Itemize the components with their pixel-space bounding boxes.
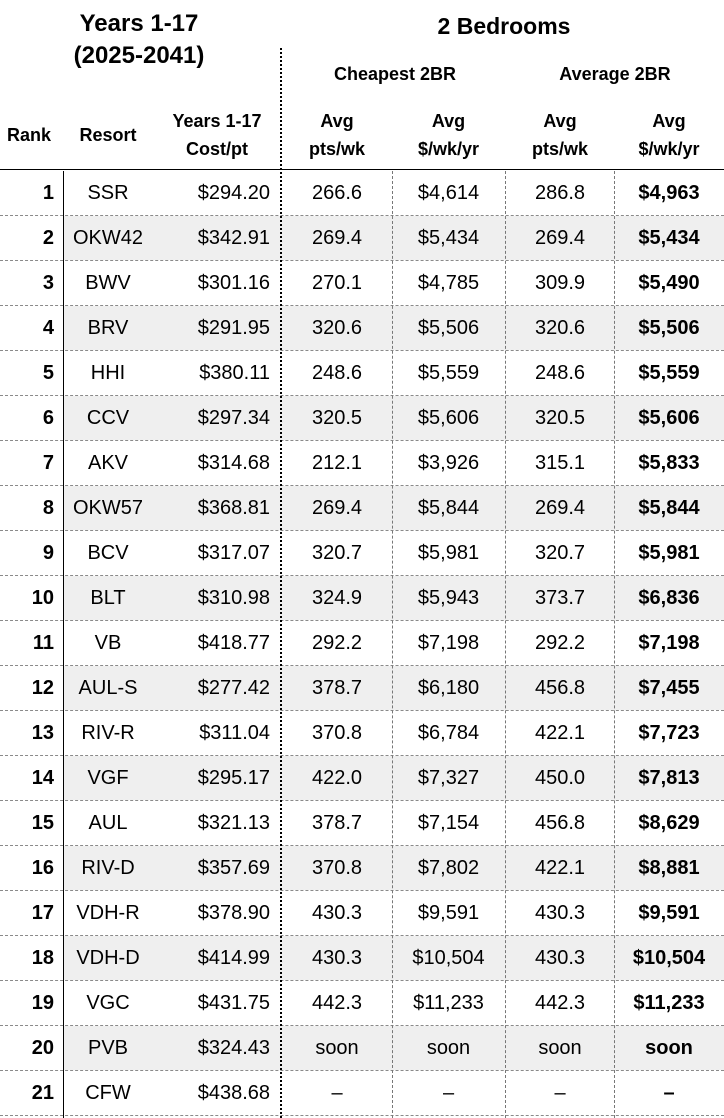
average-avg-dollars-cell: – <box>663 1082 675 1104</box>
column-header-cost <box>152 106 282 164</box>
cheapest-avg-pts-cell: 266.6 <box>311 182 363 204</box>
cheapest-avg-pts-cell: 269.4 <box>311 227 363 249</box>
average-avg-pts-cell: 430.3 <box>534 902 586 924</box>
cheapest-avg-dollars-cell: $7,198 <box>417 632 480 654</box>
cost-per-point-cell: $342.91 <box>197 227 270 249</box>
average-avg-dollars-cell: $5,559 <box>638 362 700 384</box>
table-row <box>0 981 724 1026</box>
cheapest-avg-pts-cell: 370.8 <box>311 857 363 879</box>
cheapest-avg-pts-cell: 430.3 <box>311 947 363 969</box>
rank-cell: 20 <box>31 1037 54 1059</box>
years-title-line2: (2025-2041) <box>73 42 205 69</box>
cost-per-point-cell: $310.98 <box>197 587 270 609</box>
resort-cell: BWV <box>85 272 131 294</box>
cheapest-avg-pts-cell: 320.5 <box>311 407 363 429</box>
cheap-pts-header-line1: Avg <box>320 111 354 131</box>
cheapest-avg-dollars-cell: $9,591 <box>417 902 480 924</box>
cheapest-avg-pts-cell: 292.2 <box>311 632 363 654</box>
years-title-line1: Years 1-17 <box>79 10 199 37</box>
cheapest-avg-dollars-cell: $7,802 <box>417 857 480 879</box>
rank-cell: 5 <box>42 362 54 384</box>
cost-per-point-cell: $321.13 <box>197 812 270 834</box>
table-row <box>0 576 724 621</box>
cheapest-avg-dollars-cell: $5,506 <box>417 317 480 339</box>
cheapest-avg-dollars-cell: $10,504 <box>412 947 485 969</box>
cheapest-avg-pts-cell: 422.0 <box>311 767 363 789</box>
rank-cell: 16 <box>31 857 54 879</box>
average-2br-title: Average 2BR <box>559 64 671 84</box>
table-row <box>0 846 724 891</box>
cost-per-point-cell: $297.34 <box>197 407 270 429</box>
average-avg-dollars-cell: $7,813 <box>638 767 700 789</box>
resort-cell: VDH-D <box>76 947 140 969</box>
cost-per-point-cell: $295.17 <box>197 767 270 789</box>
column-header-cheap-dollars <box>392 106 505 164</box>
avg-column-divider <box>614 171 615 1118</box>
years-range-title <box>0 8 278 72</box>
cost-per-point-cell: $291.95 <box>197 317 270 339</box>
cheapest-avg-dollars-cell: – <box>442 1082 455 1104</box>
average-avg-dollars-cell: $5,434 <box>638 227 700 249</box>
cheapest-avg-dollars-cell: $5,434 <box>417 227 480 249</box>
resort-cell: SSR <box>87 182 129 204</box>
table-row <box>0 531 724 576</box>
average-avg-dollars-cell: $4,963 <box>638 182 700 204</box>
cheap-column-divider <box>392 171 393 1118</box>
table-row <box>0 621 724 666</box>
rank-column-divider <box>63 171 64 1118</box>
cost-per-point-cell: $314.68 <box>197 452 270 474</box>
resort-cell: OKW42 <box>72 227 144 249</box>
resort-cell: RIV-R <box>81 722 135 744</box>
cost-per-point-cell: $378.90 <box>197 902 270 924</box>
resort-cell: BRV <box>87 317 129 339</box>
resort-table-body <box>0 171 724 1116</box>
resort-cell: HHI <box>90 362 126 384</box>
rank-cell: 19 <box>31 992 54 1014</box>
rank-cell: 2 <box>42 227 54 249</box>
table-row <box>0 936 724 981</box>
rank-cell: 9 <box>42 542 54 564</box>
cheapest-avg-dollars-cell: $5,559 <box>417 362 480 384</box>
table-row <box>0 261 724 306</box>
table-row <box>0 396 724 441</box>
average-avg-pts-cell: 456.8 <box>534 812 586 834</box>
cheapest-avg-dollars-cell: $6,784 <box>417 722 480 744</box>
rank-cell: 6 <box>42 407 54 429</box>
cheapest-avg-pts-cell: 442.3 <box>311 992 363 1014</box>
table-row <box>0 711 724 756</box>
average-avg-dollars-cell: $5,981 <box>638 542 700 564</box>
cheapest-avg-pts-cell: 269.4 <box>311 497 363 519</box>
cheapest-avg-dollars-cell: $5,981 <box>417 542 480 564</box>
rank-cell: 1 <box>42 182 54 204</box>
cost-per-point-cell: $311.04 <box>199 722 270 744</box>
cheapest-avg-pts-cell: 324.9 <box>311 587 363 609</box>
average-avg-dollars-cell: $7,723 <box>638 722 700 744</box>
cheapest-avg-pts-cell: 320.7 <box>311 542 363 564</box>
cheapest-avg-pts-cell: 212.1 <box>311 452 363 474</box>
cheap-pts-header-line2: pts/wk <box>308 139 365 159</box>
cheapest-avg-dollars-cell: $11,233 <box>413 992 484 1014</box>
cost-header-line1: Years 1-17 <box>172 111 262 131</box>
rank-cell: 21 <box>31 1082 54 1104</box>
rank-cell: 3 <box>42 272 54 294</box>
avg-pts-header-line2: pts/wk <box>531 139 588 159</box>
cost-per-point-cell: $431.75 <box>197 992 270 1014</box>
table-row <box>0 351 724 396</box>
average-avg-dollars-cell: $5,606 <box>638 407 700 429</box>
resort-cell: AKV <box>87 452 129 474</box>
average-avg-pts-cell: 320.7 <box>534 542 586 564</box>
average-avg-pts-cell: 373.7 <box>534 587 586 609</box>
average-avg-dollars-cell: $6,836 <box>638 587 700 609</box>
cost-per-point-cell: $414.99 <box>197 947 270 969</box>
resort-cell: BCV <box>87 542 129 564</box>
cheapest-avg-dollars-cell: $7,154 <box>417 812 480 834</box>
group-column-divider <box>505 171 506 1118</box>
cheapest-avg-dollars-cell: soon <box>426 1037 471 1059</box>
cheapest-avg-dollars-cell: $5,606 <box>417 407 480 429</box>
cheapest-avg-pts-cell: 248.6 <box>311 362 363 384</box>
rank-header-label: Rank <box>6 125 51 145</box>
cheapest-avg-pts-cell: 378.7 <box>311 812 363 834</box>
average-avg-pts-cell: 422.1 <box>534 857 586 879</box>
cost-per-point-cell: $380.11 <box>199 362 270 384</box>
cheapest-avg-pts-cell: 378.7 <box>311 677 363 699</box>
table-row <box>0 1071 724 1116</box>
rank-cell: 15 <box>31 812 54 834</box>
cheapest-avg-pts-cell: soon <box>315 1037 359 1059</box>
rank-cell: 8 <box>42 497 54 519</box>
rank-cell: 10 <box>31 587 54 609</box>
resort-cell: CCV <box>86 407 130 429</box>
resort-cell: AUL-S <box>78 677 138 699</box>
average-avg-pts-cell: 269.4 <box>534 497 586 519</box>
table-row <box>0 171 724 216</box>
cheapest-2br-title: Cheapest 2BR <box>333 64 457 84</box>
resort-cell: BLT <box>90 587 126 609</box>
table-row <box>0 756 724 801</box>
column-header-resort <box>64 106 152 164</box>
rank-cell: 13 <box>31 722 54 744</box>
resort-cell: VDH-R <box>76 902 140 924</box>
resort-header-label: Resort <box>79 125 137 145</box>
cost-per-point-cell: $438.68 <box>197 1082 270 1104</box>
average-avg-pts-cell: 315.1 <box>534 452 586 474</box>
resort-cell: AUL <box>88 812 128 834</box>
cost-per-point-cell: $368.81 <box>197 497 270 519</box>
cost-per-point-cell: $418.77 <box>197 632 270 654</box>
resort-cell: RIV-D <box>81 857 135 879</box>
average-avg-dollars-cell: $7,455 <box>638 677 700 699</box>
resort-cell: VGC <box>86 992 130 1014</box>
cheapest-avg-dollars-cell: $5,943 <box>417 587 480 609</box>
average-avg-dollars-cell: $5,490 <box>638 272 700 294</box>
table-row <box>0 486 724 531</box>
average-avg-dollars-cell: $7,198 <box>638 632 700 654</box>
cost-per-point-cell: $357.69 <box>197 857 270 879</box>
avg-dollars-header-line1: Avg <box>652 111 686 131</box>
cheapest-avg-dollars-cell: $3,926 <box>417 452 480 474</box>
average-avg-pts-cell: – <box>554 1082 566 1104</box>
average-avg-dollars-cell: $5,506 <box>638 317 700 339</box>
table-row <box>0 1026 724 1071</box>
years-section-divider <box>280 48 282 1118</box>
average-avg-dollars-cell: $5,833 <box>638 452 700 474</box>
average-avg-pts-cell: 269.4 <box>534 227 586 249</box>
cost-header-line2: Cost/pt <box>186 139 248 159</box>
average-avg-pts-cell: soon <box>538 1037 582 1059</box>
cheapest-avg-pts-cell: 370.8 <box>311 722 363 744</box>
avg-dollars-header-line2: $/wk/yr <box>638 139 700 159</box>
bedrooms-title: 2 Bedrooms <box>437 13 571 39</box>
cost-per-point-cell: $324.43 <box>197 1037 270 1059</box>
resort-cell: CFW <box>85 1082 131 1104</box>
table-row <box>0 216 724 261</box>
average-avg-pts-cell: 248.6 <box>534 362 586 384</box>
cheapest-avg-dollars-cell: $4,785 <box>417 272 480 294</box>
rank-cell: 17 <box>31 902 54 924</box>
cost-per-point-cell: $301.16 <box>197 272 270 294</box>
column-header-rank <box>0 106 58 164</box>
average-avg-pts-cell: 450.0 <box>534 767 586 789</box>
average-avg-pts-cell: 309.9 <box>534 272 586 294</box>
resort-cell: OKW57 <box>72 497 144 519</box>
cost-per-point-cell: $317.07 <box>197 542 270 564</box>
cheapest-avg-dollars-cell: $4,614 <box>417 182 480 204</box>
average-avg-pts-cell: 422.1 <box>534 722 586 744</box>
average-avg-dollars-cell: $8,881 <box>638 857 700 879</box>
average-avg-dollars-cell: $11,233 <box>633 992 705 1014</box>
resort-cell: VB <box>94 632 122 654</box>
cheapest-avg-dollars-cell: $7,327 <box>417 767 480 789</box>
rank-cell: 4 <box>42 317 54 339</box>
average-avg-dollars-cell: $9,591 <box>638 902 700 924</box>
cheapest-avg-pts-cell: 270.1 <box>311 272 363 294</box>
rank-cell: 14 <box>31 767 54 789</box>
cheapest-avg-pts-cell: 430.3 <box>311 902 363 924</box>
column-header-avg-pts <box>506 106 614 164</box>
resort-cell: PVB <box>87 1037 129 1059</box>
average-avg-pts-cell: 292.2 <box>534 632 586 654</box>
average-avg-dollars-cell: $8,629 <box>638 812 700 834</box>
average-avg-pts-cell: 286.8 <box>534 182 586 204</box>
rank-cell: 11 <box>32 632 54 654</box>
rank-cell: 12 <box>31 677 54 699</box>
rank-cell: 18 <box>31 947 54 969</box>
avg-pts-header-line1: Avg <box>543 111 577 131</box>
rank-cell: 7 <box>42 452 54 474</box>
cheapest-avg-dollars-cell: $6,180 <box>417 677 480 699</box>
table-row <box>0 666 724 711</box>
resort-cell: VGF <box>87 767 129 789</box>
average-avg-pts-cell: 320.6 <box>534 317 586 339</box>
average-avg-dollars-cell: $10,504 <box>632 947 706 969</box>
average-avg-pts-cell: 320.5 <box>534 407 586 429</box>
average-avg-dollars-cell: soon <box>645 1037 693 1059</box>
cheapest-avg-dollars-cell: $5,844 <box>417 497 480 519</box>
table-header-divider <box>0 169 724 170</box>
table-row <box>0 891 724 936</box>
cheapest-avg-pts-cell: 320.6 <box>311 317 363 339</box>
average-avg-pts-cell: 456.8 <box>534 677 586 699</box>
column-header-avg-dollars <box>614 106 724 164</box>
cost-per-point-cell: $277.42 <box>197 677 270 699</box>
table-row <box>0 441 724 486</box>
average-avg-pts-cell: 430.3 <box>534 947 586 969</box>
column-header-cheap-pts <box>282 106 392 164</box>
cheapest-avg-pts-cell: – <box>331 1082 343 1104</box>
table-row <box>0 306 724 351</box>
cheap-dollars-header-line1: Avg <box>431 111 466 131</box>
cost-per-point-cell: $294.20 <box>197 182 270 204</box>
table-row <box>0 801 724 846</box>
average-avg-pts-cell: 442.3 <box>534 992 586 1014</box>
cheap-dollars-header-line2: $/wk/yr <box>417 139 480 159</box>
average-avg-dollars-cell: $5,844 <box>638 497 700 519</box>
